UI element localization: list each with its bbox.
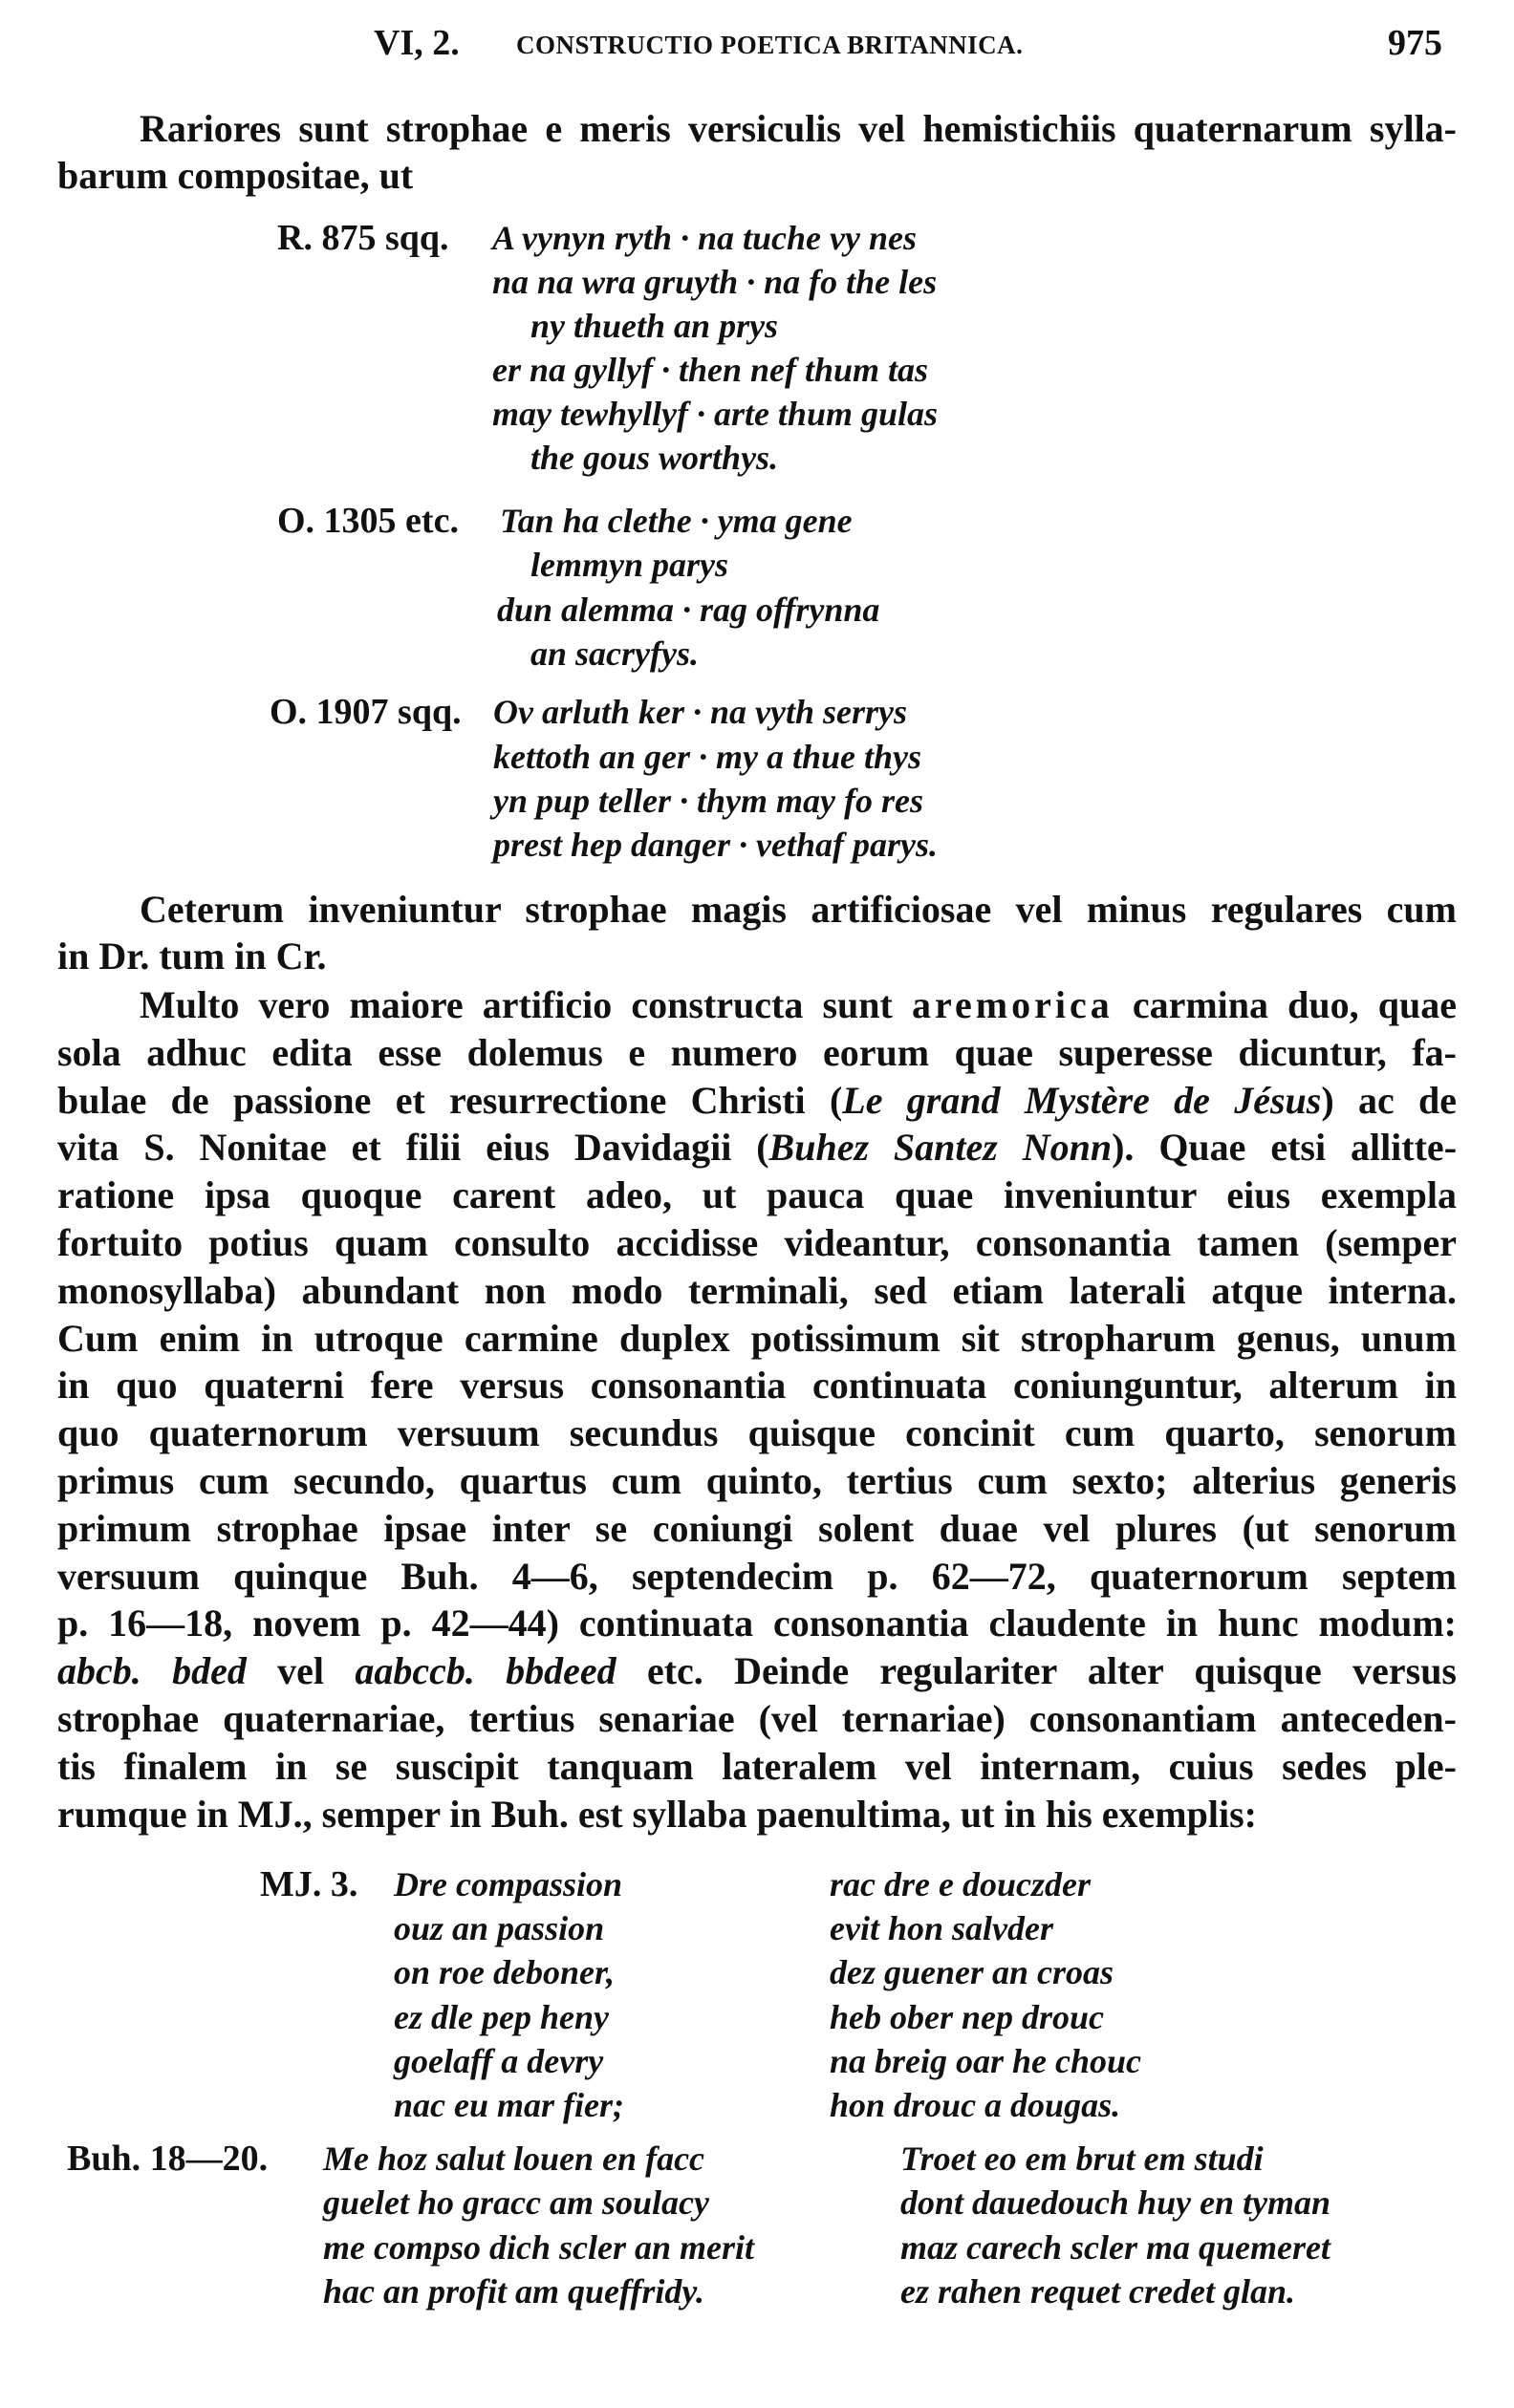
verse-reference: R. 875 sqq. [277, 218, 449, 258]
example-line-right: rac dre e douczder [830, 1865, 1091, 1903]
text-run: in quo quaterni fere versus consonantia continuata coniunguntur, alterum in [57, 1364, 1457, 1407]
verse-reference: O. 1907 sqq. [270, 692, 462, 732]
example-line-left: guelet ho gracc am soulacy [323, 2183, 709, 2222]
text-run: p. 16—18, novem p. 42—44) continuata consonantia claudente in hunc modum: [57, 1602, 1457, 1645]
text-run: fortuito potius quam consulto accidisse videantur, consonantia tamen (semper [57, 1221, 1457, 1264]
page-number: 975 [1388, 23, 1442, 63]
text-run: tis finalem in se suscipit tanquam lateralem vel internam, cuius sedes ple- [57, 1745, 1457, 1788]
verse-line: ny thueth an prys [530, 307, 779, 345]
text-run: vita S. Nonitae et filii eius Davidagii ( [57, 1126, 769, 1169]
text-run: Cum enim in utroque carmine duplex potissimum sit stropharum genus, unum [57, 1317, 1457, 1360]
paragraph-3-line [57, 1409, 1457, 1457]
paragraph-3-line [57, 1600, 1457, 1647]
paragraph-3-line [140, 981, 1457, 1029]
example-line-left: nac eu mar fier; [394, 2086, 624, 2124]
text-run: aremorica [911, 983, 1114, 1026]
verse-line: dun alemma · rag offrynna [497, 591, 880, 629]
paragraph-3-line [57, 1077, 1457, 1125]
verse-line: na na wra gruyth · na fo the les [492, 263, 938, 301]
paragraph-3-line [57, 1743, 1457, 1791]
example-line-left: goelaff a devry [394, 2042, 604, 2080]
example-line-left: Dre compassion [394, 1865, 623, 1903]
verse-line: er na gyllyf · then nef thum tas [492, 351, 929, 389]
text-run: in Dr. tum in Cr. [57, 935, 327, 978]
example-line-left: me compso dich scler an merit [323, 2228, 754, 2267]
example-reference: MJ. 3. [260, 1864, 358, 1904]
example-reference: Buh. 18—20. [67, 2139, 269, 2179]
text-run: etc. Deinde regulariter alter quisque versus [616, 1649, 1457, 1692]
paragraph-3-line [57, 1219, 1457, 1267]
paragraph-3-line [57, 1124, 1457, 1172]
text-run: primus cum secundo, quartus cum quinto, tertius cum sexto; alterius generis [57, 1459, 1457, 1502]
text-run: primum strophae ipsae inter se coniungi solent duae vel plures (ut senorum [57, 1507, 1457, 1550]
verse-line: the gous worthys. [530, 439, 779, 477]
text-run: Rariores sunt strophae e meris versiculis vel hemistichiis quaternarum sylla- [140, 107, 1457, 150]
example-line-left: on roe deboner, [394, 1953, 616, 1991]
example-line-right: evit hon salvder [830, 1909, 1053, 1947]
section-number: VI, 2. [374, 23, 460, 63]
paragraph-2-line [57, 933, 1457, 980]
verse-line: A vynyn ryth · na tuche vy nes [492, 219, 918, 257]
example-line-right: dont dauedouch huy en tyman [900, 2183, 1331, 2222]
text-run: carmina duo, quae [1113, 983, 1457, 1026]
example-line-right: maz carech scler ma quemeret [900, 2228, 1330, 2267]
paragraph-3-line [57, 1553, 1457, 1601]
verse-line: Ov arluth ker · na vyth serrys [493, 693, 908, 731]
example-line-left: ez dle pep heny [394, 1998, 609, 2036]
verse-reference: O. 1305 etc. [277, 501, 459, 541]
paragraph-3-line [57, 1647, 1457, 1695]
paragraph-3-line [57, 1457, 1457, 1505]
paragraph-3-line [57, 1172, 1457, 1219]
verse-line: lemmyn parys [530, 546, 728, 584]
paragraph-3-line [57, 1505, 1457, 1553]
example-line-left: Me hoz salut louen en facc [323, 2139, 705, 2178]
paragraph-3-line [57, 1695, 1457, 1743]
paragraph-3-line [57, 1029, 1457, 1077]
text-run: vel [246, 1649, 356, 1692]
italic-title: aabccb. bbdeed [355, 1649, 616, 1692]
example-line-right: hon drouc a dougas. [830, 2086, 1121, 2124]
text-run: ). Quae etsi allitte- [1112, 1126, 1458, 1169]
text-run: Ceterum inveniuntur strophae magis artificiosae vel minus regulares cum [140, 888, 1457, 931]
verse-line: may tewhyllyf · arte thum gulas [492, 395, 939, 433]
text-run: strophae quaternariae, tertius senariae (vel ternariae) consonantiam anteceden- [57, 1697, 1457, 1740]
text-run: bulae de passione et resurrectione Christi ( [57, 1079, 843, 1122]
paragraph-3-line [57, 1267, 1457, 1315]
verse-line: kettoth an ger · my a thue thys [493, 738, 922, 776]
running-title: CONSTRUCTIO POETICA BRITANNICA. [516, 31, 1024, 59]
verse-line: prest hep danger · vethaf parys. [493, 826, 938, 864]
text-run: ratione ipsa quoque carent adeo, ut pauca quae inveniuntur eius exempla [57, 1173, 1457, 1216]
paragraph-1-line [57, 152, 1457, 200]
example-line-left: ouz an passion [394, 1909, 605, 1947]
paragraph-1-line [140, 105, 1457, 153]
text-run: ) ac de [1321, 1079, 1457, 1122]
text-run: rumque in MJ., semper in Buh. est syllaba paenultima, ut in his exemplis: [57, 1793, 1257, 1836]
example-line-right: ez rahen requet credet glan. [900, 2272, 1295, 2311]
text-run: Multo vero maiore artificio constructa sunt [140, 983, 912, 1026]
example-line-right: dez guener an croas [830, 1953, 1114, 1991]
verse-line: Tan ha clethe · yma gene [500, 502, 853, 540]
italic-title: abcb. bded [57, 1649, 247, 1692]
example-line-right: heb ober nep drouc [830, 1998, 1104, 2036]
text-run: monosyllaba) abundant non modo terminali, sed etiam laterali atque interna. [57, 1269, 1457, 1312]
paragraph-3-line [57, 1315, 1457, 1363]
example-line-left: hac an profit am queffridy. [323, 2272, 705, 2311]
example-line-right: Troet eo em brut em studi [900, 2139, 1264, 2178]
example-line-right: na breig oar he chouc [830, 2042, 1142, 2080]
italic-title: Le grand Mystère de Jésus [842, 1079, 1322, 1122]
verse-line: an sacryfys. [530, 634, 699, 673]
paragraph-3-line [57, 1791, 1457, 1838]
text-run: sola adhuc edita esse dolemus e numero eorum quae superesse dicuntur, fa- [57, 1031, 1457, 1074]
verse-line: yn pup teller · thym may fo res [493, 782, 923, 820]
paragraph-3-line [57, 1362, 1457, 1409]
text-run: versuum quinque Buh. 4—6, septendecim p. 62—72, quaternorum septem [57, 1555, 1457, 1598]
italic-title: Buhez Santez Nonn [768, 1126, 1113, 1169]
paragraph-2-line [140, 886, 1457, 934]
text-run: barum compositae, ut [57, 154, 414, 197]
text-run: quo quaternorum versuum secundus quisque concinit cum quarto, senorum [57, 1411, 1457, 1454]
